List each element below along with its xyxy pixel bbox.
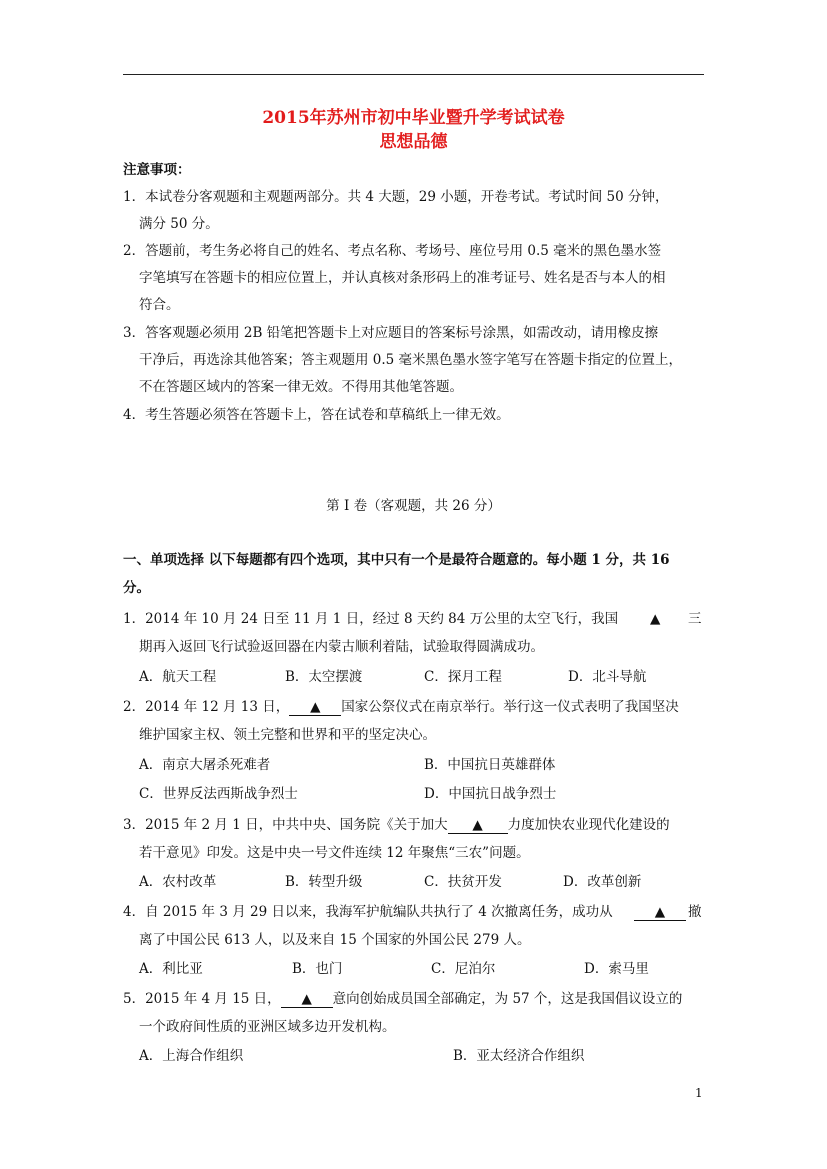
header-rule — [123, 74, 704, 75]
option-a: A．航天工程 — [139, 669, 217, 685]
answer-mark: ▲ — [650, 611, 661, 627]
option-b: B．转型升级 — [285, 874, 363, 890]
question-text: 期再入返回飞行试验返回器在内蒙古顺利着陆，试验取得圆满成功。 — [139, 639, 544, 655]
question-text: 离了中国公民 613 人，以及来自 15 个国家的外国公民 279 人。 — [139, 932, 531, 948]
section-title: 第 I 卷（客观题，共 26 分） — [326, 498, 501, 514]
option-a: A．南京大屠杀死难者 — [139, 757, 271, 773]
question-text: 国家公祭仪式在南京举行。举行这一仪式表明了我国坚决 — [341, 699, 679, 715]
option-d: D．索马里 — [584, 961, 649, 977]
answer-blank — [289, 699, 341, 716]
answer-mark: ▲ — [654, 904, 666, 920]
notice-line: 符合。 — [139, 297, 180, 313]
question-text: 1．2014 年 10 月 24 日至 11 月 1 日，经过 8 天约 84 万公里的太空飞行，我国 — [123, 611, 619, 627]
notice-line: 4．考生答题必须答在答题卡上，答在试卷和草稿纸上一律无效。 — [123, 407, 510, 423]
notice-line: 满分 50 分。 — [139, 216, 219, 232]
notice-line: 不在答题区域内的答案一律无效。不得用其他笔答题。 — [139, 379, 463, 395]
notice-line: 2．答题前，考生务必将自己的姓名、考点名称、考场号、座位号用 0.5 毫米的黑色墨水签 — [123, 243, 662, 259]
question-text: 4．自 2015 年 3 月 29 日以来，我海军护航编队共执行了 4 次撤离任务，成功从 — [123, 904, 613, 920]
option-b: B．中国抗日英雄群体 — [424, 757, 556, 773]
question-1 — [123, 609, 618, 629]
question-3 — [123, 815, 670, 835]
option-a: A．上海合作组织 — [139, 1048, 244, 1064]
question-text: 一个政府间性质的亚洲区域多边开发机构。 — [139, 1019, 396, 1035]
question-text: 意向创始成员国全部确定，为 57 个，这是我国倡议设立的 — [332, 991, 683, 1007]
option-a: A．利比亚 — [139, 961, 203, 977]
answer-mark: ▲ — [472, 817, 483, 833]
option-c: C．世界反法西斯战争烈士 — [139, 786, 298, 802]
notice-heading: 注意事项： — [123, 162, 191, 178]
question-text: 若干意见》印发。这是中央一号文件连续 12 年聚焦“三农”问题。 — [139, 845, 530, 861]
question-4 — [123, 902, 613, 922]
exam-title: 2015年苏州市初中毕业暨升学考试试卷 — [262, 108, 565, 128]
page-number: 1 — [695, 1086, 703, 1100]
notice-line: 3．答客观题必须用 2B 铅笔把答题卡上对应题目的答案标号涂黑，如需改动，请用橡皮擦 — [123, 325, 659, 341]
part-heading: 一、单项选择 以下每题都有四个选项，其中只有一个是最符合题意的。每小题 1 分，共 16 — [123, 552, 670, 568]
answer-mark: ▲ — [310, 699, 321, 715]
option-d: D．改革创新 — [563, 874, 642, 890]
question-text: 维护国家主权、领土完整和世界和平的坚定决心。 — [139, 727, 436, 743]
option-c: C．扶贫开发 — [424, 874, 502, 890]
option-d: D．中国抗日战争烈士 — [424, 786, 557, 802]
question-text: 撤 — [688, 904, 702, 920]
answer-blank — [448, 817, 508, 834]
notice-line: 干净后，再选涂其他答案；答主观题用 0.5 毫米黑色墨水签字笔写在答题卡指定的位置上， — [139, 352, 683, 368]
question-2 — [123, 697, 679, 717]
answer-mark: ▲ — [301, 991, 312, 1007]
option-c: C．尼泊尔 — [431, 961, 496, 977]
option-c: C．探月工程 — [424, 669, 502, 685]
option-d: D．北斗导航 — [568, 669, 647, 685]
notice-line: 1．本试卷分客观题和主观题两部分。共 4 大题，29 小题，开卷考试。考试时间 50 分钟， — [123, 189, 669, 205]
exam-subject: 思想品德 — [379, 132, 448, 152]
notice-line: 字笔填写在答题卡的相应位置上，并认真核对条形码上的准考证号、姓名是否与本人的相 — [139, 270, 666, 286]
option-b: B．太空摆渡 — [285, 669, 363, 685]
option-b: B．也门 — [292, 961, 343, 977]
answer-blank — [281, 991, 333, 1008]
question-text: 5．2015 年 4 月 15 日， — [123, 991, 281, 1007]
answer-blank — [634, 902, 686, 922]
question-text: 力度加快农业现代化建设的 — [507, 817, 670, 833]
question-text: 3．2015 年 2 月 1 日，中共中央、国务院《关于加大 — [123, 817, 448, 833]
question-text: 三 — [688, 611, 702, 627]
question-5 — [123, 989, 682, 1009]
question-text: 2．2014 年 12 月 13 日， — [123, 699, 290, 715]
answer-blank-line — [634, 904, 686, 921]
option-a: A．农村改革 — [139, 874, 217, 890]
part-heading-cont: 分。 — [123, 580, 150, 596]
option-b: B．亚太经济合作组织 — [453, 1048, 585, 1064]
